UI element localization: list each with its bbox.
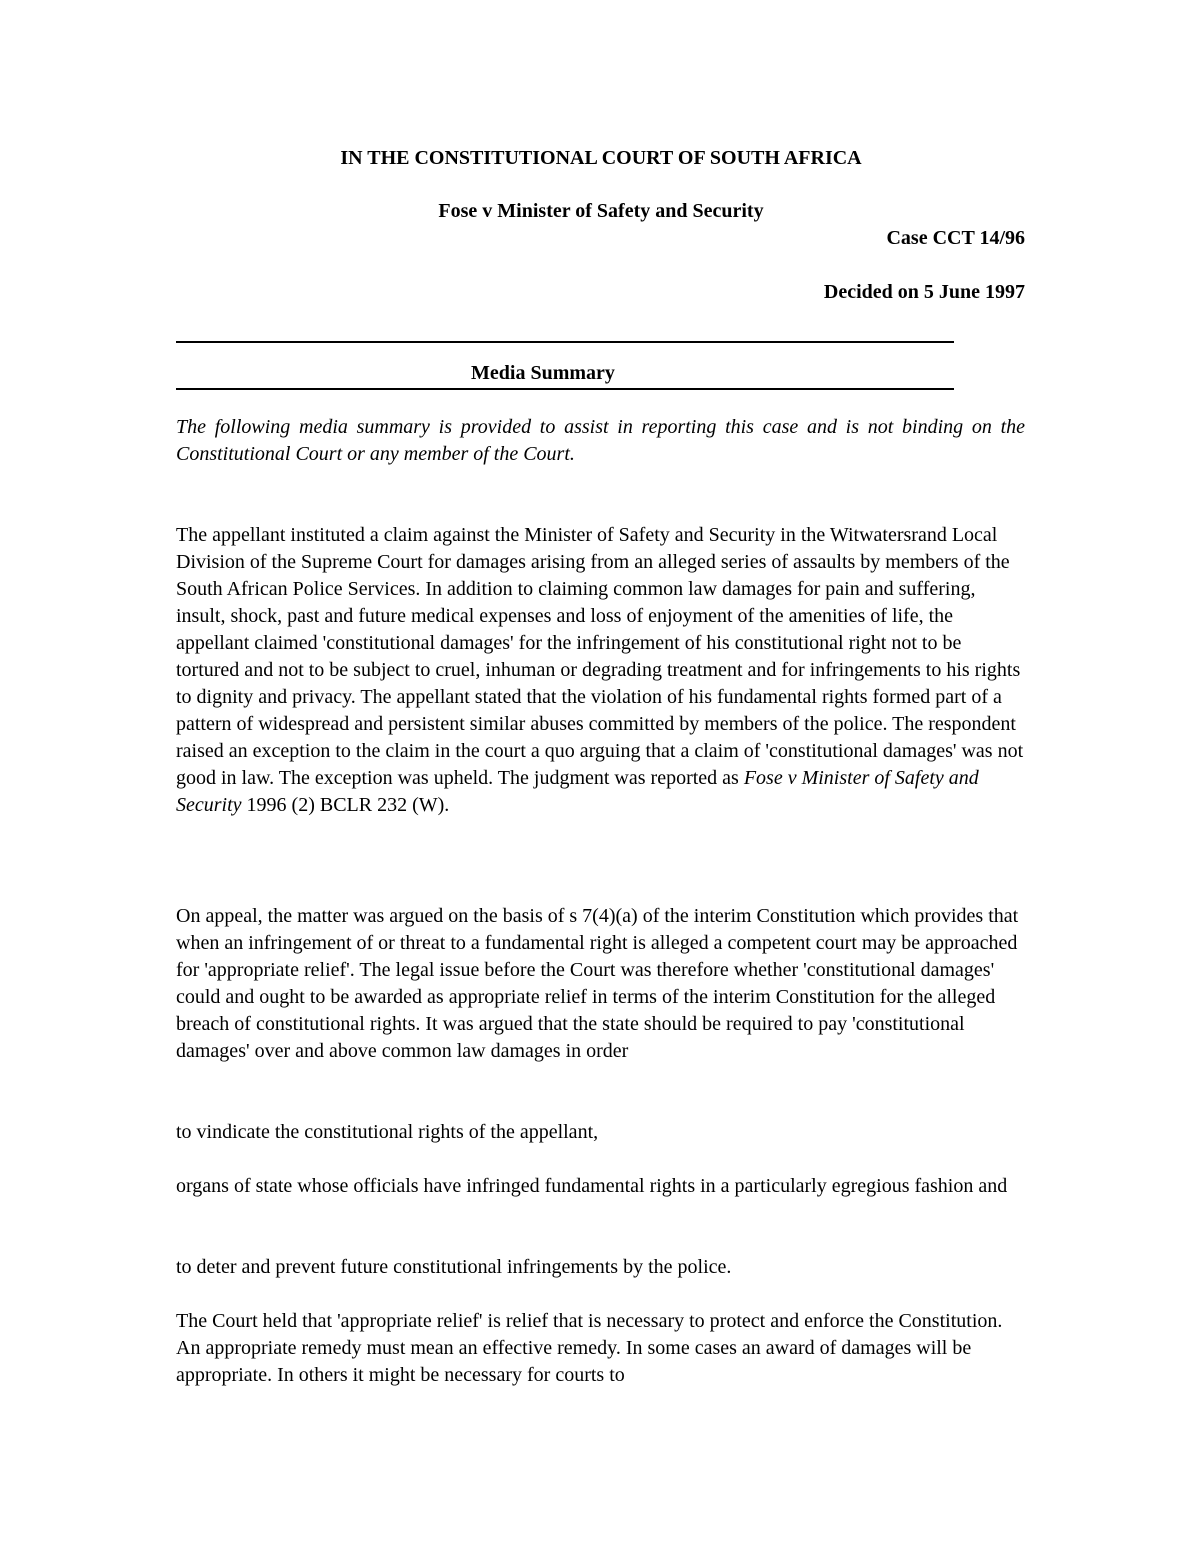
case-citation: Fose v Minister of Safety and Security [176,767,979,816]
case-number: Case CCT 14/96 [886,227,1025,249]
argument-item-1: to vindicate the constitutional rights of the appellant, [176,1121,599,1143]
argument-item-2: organs of state whose officials have infringed fundamental rights in a particularly egregious fashion and [176,1175,1008,1197]
bottom-divider [176,388,954,390]
court-heading: IN THE CONSTITUTIONAL COURT OF SOUTH AFRICA [340,147,862,169]
background-paragraph [176,522,1025,819]
decision-date: Decided on 5 June 1997 [823,281,1025,303]
appeal-paragraph: On appeal, the matter was argued on the basis of s 7(4)(a) of the interim Constitution which provides that when an infringement of or threat to a fundamental right is alleged a competent court may be approached for 'appropriate relief'. The legal issue before the Court was therefore whether 'constitutional damages' could and ought to be awarded as appropriate relief in terms of the interim Constitution for the alleged breach of constitutional rights. It was argued that the state should be required to pay 'constitutional damages' over and above common law damages in order [176,905,1019,1062]
media-summary-title: Media Summary [471,362,615,384]
holding-paragraph: The Court held that 'appropriate relief' is relief that is necessary to protect and enforce the Constitution. An appropriate remedy must mean an effective remedy. In some cases an award of damages will be appropriate. In others it might be necessary for courts to [176,1310,1003,1386]
disclaimer-text: The following media summary is provided to assist in reporting this case and is not binding on the Constitutional Court or any member of the Court. [176,416,1025,465]
case-title: Fose v Minister of Safety and Security [438,200,764,222]
argument-item-3: to deter and prevent future constitutional infringements by the police. [176,1256,732,1278]
top-divider [176,341,954,343]
citation-reference: 1996 (2) BCLR 232 (W). [241,794,450,816]
background-text: The appellant instituted a claim against the Minister of Safety and Security in the Witwatersrand Local Division of the Supreme Court for damages arising from an alleged series of assaults by members of the South African Police Services. In addition to claiming common law damages for pain and suffering, insult, shock, past and future medical expenses and loss of enjoyment of the amenities of life, the appellant claimed 'constitutional damages' for the infringement of his constitutional right not to be tortured and not to be subject to cruel, inhuman or degrading treatment and for infringements to his rights to dignity and privacy. The appellant stated that the violation of his fundamental rights formed part of a pattern of widespread and persistent similar abuses committed by members of the police. The respondent raised an exception to the claim in the court a quo arguing that a claim of 'constitutional damages' was not good in law. The exception was upheld. The judgment was reported as [176,524,1024,789]
